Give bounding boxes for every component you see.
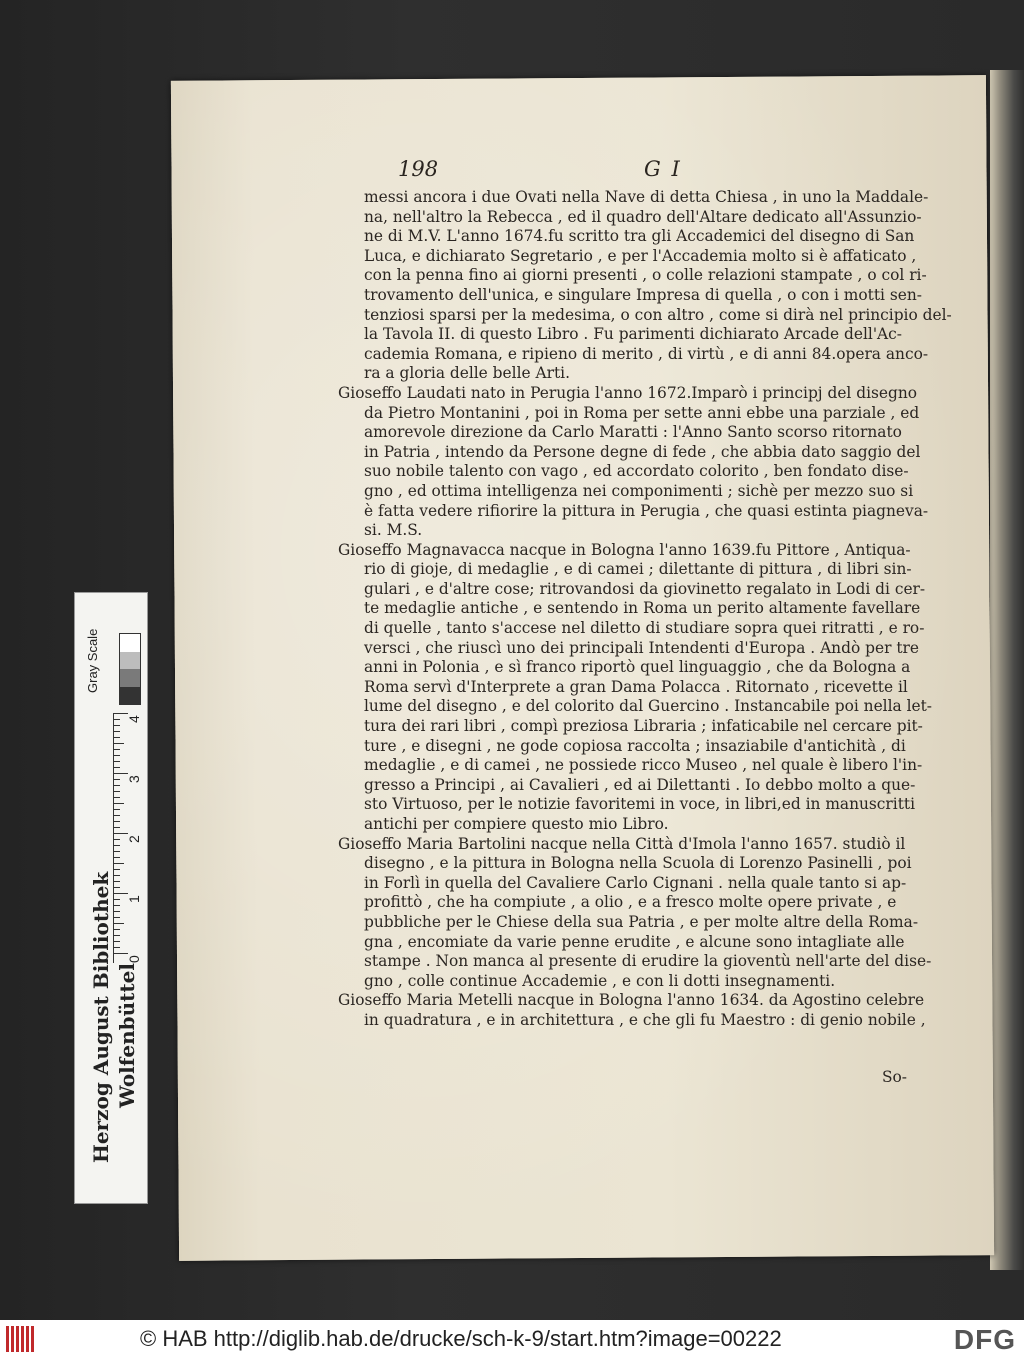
- text-line: in quadratura , e in architettura , e che gli fu Maestro : di genio nobile ,: [364, 1010, 926, 1029]
- ruler-tick: [114, 851, 120, 852]
- text-line: tenziosi sparsi per la medesima, o con altro , come si dirà nel principio del-: [364, 305, 952, 324]
- ruler-tick: [114, 797, 120, 798]
- text-line: tura dei rari libri , compì preziosa Libraria ; infaticabile nel cercare pit-: [364, 717, 923, 736]
- ruler-library-city: Wolfenbüttel: [115, 963, 139, 1108]
- text-line: cademia Romana, e ripieno di merito , di virtù , e di anni 84.opera anco-: [364, 344, 929, 363]
- signature-mark: G I: [644, 157, 682, 181]
- ruler-tick: [114, 761, 120, 762]
- ruler-tick: [114, 899, 120, 900]
- ruler-tick: [114, 917, 120, 918]
- ruler-tick: [114, 731, 120, 732]
- text-line: gresso a Principi , ai Cavalieri , ed ai Dilettanti . Io debbo molto a que-: [364, 775, 916, 794]
- ruler-tick: [114, 725, 120, 726]
- ruler-tick: [114, 749, 120, 750]
- text-line: gno , ed ottima intelligenza nei componimenti ; sichè per mezzo suo si: [364, 481, 914, 500]
- text-line: stampe . Non manca al presente di erudire la gioventù nell'arte del dise-: [364, 952, 932, 971]
- text-line: te medaglie antiche , e sentendo in Roma un perito altamente favellare: [364, 599, 921, 618]
- text-line: antichi per compiere questo mio Libro.: [364, 815, 669, 833]
- text-line: disegno , e la pittura in Bologna nella Scuola di Lorenzo Pasinelli , poi: [364, 854, 912, 873]
- text-line: messi ancora i due Ovati nella Nave di detta Chiesa , in uno la Maddale-: [364, 188, 929, 206]
- text-line: ture , e disegni , ne gode copiosa raccolta ; insaziabile d'antichità , di: [364, 736, 906, 755]
- ruler-tick: [114, 875, 120, 876]
- ruler-tick: [114, 941, 120, 942]
- ruler-tick: [114, 863, 124, 864]
- ruler-tick: [114, 845, 120, 846]
- ruler-tick: [114, 713, 128, 714]
- text-line: anni in Polonia , e sì franco riportò quel linguaggio , che da Bologna a: [364, 658, 911, 677]
- text-line: ne di M.V. L'anno 1674.fu scritto tra gli Accademici del disegno di San: [364, 227, 915, 246]
- text-line: profittò , che ha compiute , a olio , e a fresco molte opere private , e: [364, 893, 897, 912]
- book-spine: [990, 70, 1024, 1270]
- text-line: lume del disegno , e del colorito dal Guercino . Instancabile poi nella let-: [364, 697, 933, 716]
- page-header: [398, 157, 918, 187]
- ruler-tick: [114, 947, 120, 948]
- hab-logo-icon: [6, 1326, 38, 1352]
- gray-swatch: [120, 669, 140, 687]
- text-line: gno , colle continue Accademie , e con li dotti insegnamenti.: [364, 971, 836, 990]
- ruler-number: 4: [126, 715, 142, 723]
- ruler-number: 2: [126, 835, 142, 843]
- text-line: con la penna fino ai giorni presenti , o colle relazioni stampate , o col ri-: [364, 266, 927, 285]
- logo-bar: [11, 1326, 14, 1352]
- ruler-tick: [114, 839, 120, 840]
- ruler-number: 1: [126, 895, 142, 903]
- ruler-tick: [114, 953, 128, 954]
- ruler-tick: [114, 803, 124, 804]
- ruler-tick: [114, 929, 120, 930]
- copyright-url: © HAB http://diglib.hab.de/drucke/sch-k-9/start.htm?image=00222: [140, 1326, 782, 1351]
- logo-bar: [26, 1326, 29, 1352]
- ruler-tick: [114, 923, 124, 924]
- paragraph: [338, 541, 958, 835]
- logo-bar: [6, 1326, 9, 1352]
- paragraph: [338, 188, 958, 384]
- text-line: ra a gloria delle belle Arti.: [364, 364, 570, 383]
- page-number: 198: [398, 157, 439, 181]
- text-line: medaglie , e di camei , ne possiede ricco Museo , nel quale è libero l'in-: [364, 756, 923, 775]
- text-line: rio di gioje, di medaglie , e di camei ; dilettante di pittura , di libri sin-: [364, 560, 912, 579]
- ruler-tick: [114, 785, 120, 786]
- text-line: Gioseffo Laudati nato in Perugia l'anno 1672.Imparò i principj del disegno: [338, 383, 918, 402]
- ruler-tick: [114, 881, 120, 882]
- text-line: la Tavola II. di questo Libro . Fu parimenti dichiarato Arcade dell'Ac-: [364, 325, 902, 344]
- ruler-library-name: Herzog August Bibliothek: [89, 871, 113, 1163]
- text-line: gna , encomiate da varie penne erudite , e alcune sono intagliate alle: [364, 932, 905, 951]
- ruler-tick: [114, 827, 120, 828]
- ruler-scale: [113, 713, 142, 963]
- text-line: Roma servì d'Interprete a gran Dama Polacca . Ritornato , ricevette il: [364, 677, 908, 696]
- ruler-tick: [114, 935, 120, 936]
- footer-bar: [0, 1320, 1024, 1359]
- text-line: versci , che riuscì uno dei principali Intendenti d'Europa . Andò per tre: [364, 638, 919, 657]
- ruler-tick: [114, 719, 120, 720]
- text-line: trovamento dell'unica, e singulare Impresa di quella , o con i motti sen-: [364, 285, 922, 304]
- ruler-tick: [114, 773, 128, 774]
- ruler-tick: [114, 869, 120, 870]
- text-line: Gioseffo Maria Bartolini nacque nella Città d'Imola l'anno 1657. studiò il: [338, 834, 906, 853]
- catchword: So-: [882, 1068, 908, 1086]
- text-line: amorevole direzione da Carlo Maratti : l'Anno Santo scorso ritornato: [364, 423, 902, 442]
- text-line: di quelle , tanto s'accese nel diletto di studiare sopra quei ritratti , e ro-: [364, 619, 925, 638]
- gray-swatches: [119, 633, 141, 705]
- ruler-tick: [114, 857, 120, 858]
- ruler-tick: [114, 911, 120, 912]
- dfg-logo: DFG: [953, 1324, 1016, 1355]
- gray-scale-ruler: [74, 592, 148, 1204]
- text-line: è fatta vedere rifiorire la pittura in Perugia , che quasi estinta piagneva-: [364, 501, 929, 520]
- gray-swatch: [120, 634, 140, 652]
- ruler-tick: [114, 809, 120, 810]
- text-line: gulari , e d'altre cose; ritrovandosi da giovinetto regalato in Lodi di cer-: [364, 579, 926, 598]
- logo-bar: [21, 1326, 24, 1352]
- text-line: Gioseffo Magnavacca nacque in Bologna l'anno 1639.fu Pittore , Antiqua-: [338, 540, 911, 559]
- text-line: Gioseffo Maria Metelli nacque in Bologna l'anno 1634. da Agostino celebre: [338, 991, 925, 1010]
- text-line: si. M.S.: [364, 521, 423, 540]
- ruler-tick: [114, 833, 128, 834]
- ruler-tick: [114, 905, 120, 906]
- ruler-number: 0: [126, 955, 142, 963]
- ruler-tick: [114, 815, 120, 816]
- logo-bar: [16, 1326, 19, 1352]
- ruler-tick: [114, 887, 120, 888]
- paragraph: [338, 384, 958, 541]
- text-line: in Patria , intendo da Persone degne di fede , che abbia dato saggio del: [364, 442, 921, 461]
- ruler-tick: [114, 893, 128, 894]
- text-line: in Forlì in quella del Cavaliere Carlo Cignani . nella quale tanto si ap-: [364, 873, 907, 892]
- ruler-tick: [114, 743, 124, 744]
- ruler-tick: [114, 755, 120, 756]
- text-line: na, nell'altro la Rebecca , ed il quadro dell'Altare dedicato all'Assunzio-: [364, 207, 922, 226]
- text-line: suo nobile talento con vago , ed accordato colorito , ben fondato dise-: [364, 462, 909, 481]
- ruler-number: 3: [126, 775, 142, 783]
- ruler-tick: [114, 737, 120, 738]
- logo-bar: [31, 1326, 34, 1352]
- text-line: pubbliche per le Chiese della sua Patria , e per molte altre della Roma-: [364, 912, 919, 931]
- page-body: [338, 188, 958, 1031]
- text-line: Luca, e dichiarato Segretario , e per l'Accademia molto si è affaticato ,: [364, 246, 917, 265]
- paragraph: [338, 835, 958, 992]
- ruler-tick: [114, 767, 120, 768]
- ruler-tick: [114, 779, 120, 780]
- text-line: da Pietro Montanini , poi in Roma per sette anni ebbe una parziale , ed: [364, 403, 920, 422]
- paragraph: [338, 991, 958, 1030]
- gray-scale-label: Gray Scale: [85, 628, 100, 693]
- gray-swatch: [120, 652, 140, 670]
- ruler-tick: [114, 791, 120, 792]
- gray-swatch: [120, 687, 140, 705]
- ruler-tick: [114, 821, 120, 822]
- text-line: sto Virtuoso, per le notizie favoritemi in voce, in libri,ed in manuscritti: [364, 795, 915, 814]
